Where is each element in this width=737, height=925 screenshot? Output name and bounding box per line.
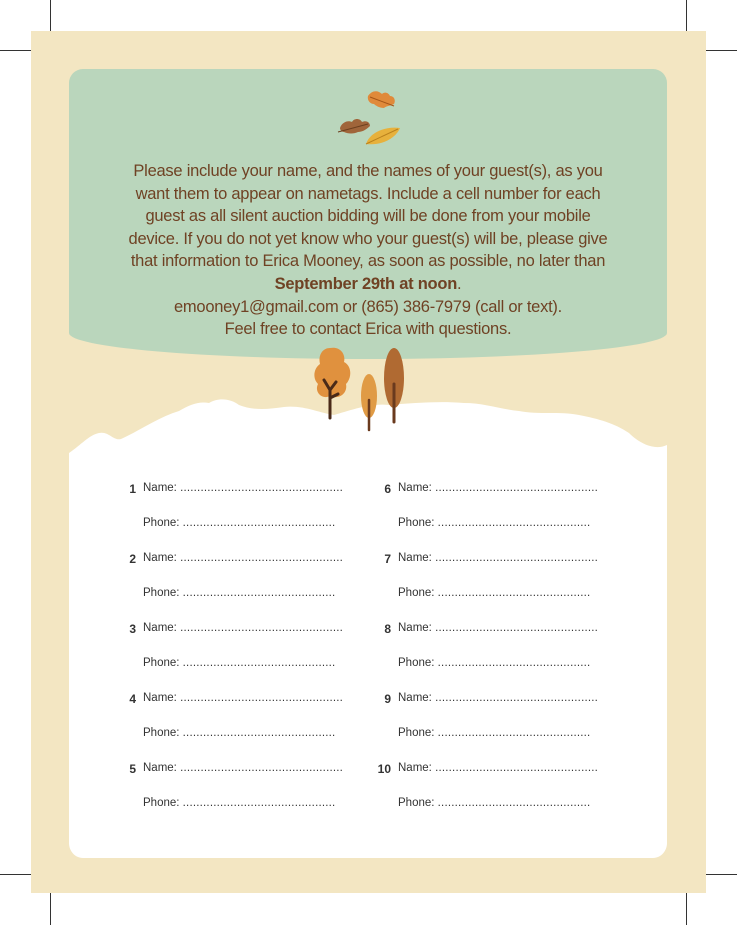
orange-oak-leaf-icon: [368, 91, 395, 108]
name-label: Name:: [143, 482, 177, 494]
name-dots: ................................................: [435, 762, 599, 774]
phone-dots: .............................................: [182, 657, 336, 669]
entry-number: 10: [377, 762, 391, 776]
name-field[interactable]: [398, 692, 598, 704]
name-dots: ................................................: [435, 692, 599, 704]
name-label: Name:: [398, 482, 432, 494]
name-field[interactable]: [398, 482, 598, 494]
phone-dots: .............................................: [182, 797, 336, 809]
phone-dots: .............................................: [437, 797, 591, 809]
phone-field[interactable]: [398, 517, 590, 529]
phone-dots: .............................................: [437, 517, 591, 529]
entry-number: 1: [129, 482, 136, 496]
phone-field[interactable]: [398, 657, 590, 669]
phone-label: Phone:: [398, 587, 435, 599]
crop-mark: [50, 893, 51, 925]
crop-mark: [686, 893, 687, 925]
name-dots: ................................................: [435, 622, 599, 634]
name-label: Name:: [398, 622, 432, 634]
name-dots: ................................................: [180, 482, 344, 494]
crop-mark: [0, 50, 31, 51]
crop-mark: [0, 874, 31, 875]
crop-mark: [706, 50, 737, 51]
phone-dots: .............................................: [182, 587, 336, 599]
phone-field[interactable]: [398, 727, 590, 739]
name-label: Name:: [143, 552, 177, 564]
phone-dots: .............................................: [437, 587, 591, 599]
closing-line: Feel free to contact Erica with questions.: [224, 320, 512, 339]
phone-field[interactable]: [143, 517, 335, 529]
crop-mark: [686, 0, 687, 31]
name-field[interactable]: [398, 622, 598, 634]
instruction-line: guest as all silent auction bidding will be done from your mobile: [145, 207, 591, 226]
name-field[interactable]: [398, 552, 598, 564]
entry-number: 7: [384, 552, 391, 566]
phone-dots: .............................................: [182, 727, 336, 739]
instruction-line: want them to appear on nametags. Include a cell number for each: [135, 184, 601, 203]
phone-label: Phone:: [143, 517, 180, 529]
name-dots: ................................................: [180, 762, 344, 774]
phone-label: Phone:: [398, 727, 435, 739]
name-label: Name:: [143, 622, 177, 634]
instruction-line: Please include your name, and the names of your guest(s), as you: [133, 162, 603, 180]
phone-dots: .............................................: [182, 517, 336, 529]
entry-number: 5: [129, 762, 136, 776]
contact-line: emooney1@gmail.com or (865) 386-7979 (call or text).: [173, 297, 562, 316]
phone-field[interactable]: [143, 657, 335, 669]
entry-number: 4: [129, 692, 136, 706]
phone-label: Phone:: [143, 797, 180, 809]
trees-illustration: [312, 344, 412, 434]
phone-label: Phone:: [398, 657, 435, 669]
small-tree-icon: [361, 374, 377, 430]
entry-number: 6: [384, 482, 391, 496]
name-label: Name:: [143, 692, 177, 704]
name-field[interactable]: [143, 692, 343, 704]
yellow-leaf-icon: [366, 128, 400, 145]
tall-tree-icon: [384, 348, 404, 422]
name-dots: ................................................: [435, 552, 599, 564]
phone-field[interactable]: [143, 587, 335, 599]
entry-number: 9: [384, 692, 391, 706]
entry-number: 2: [129, 552, 136, 566]
name-field[interactable]: [143, 762, 343, 774]
phone-label: Phone:: [398, 517, 435, 529]
crop-mark: [706, 874, 737, 875]
name-dots: ................................................: [435, 482, 599, 494]
crop-mark: [50, 0, 51, 31]
name-label: Name:: [398, 552, 432, 564]
entry-number: 3: [129, 622, 136, 636]
name-dots: ................................................: [180, 692, 344, 704]
phone-label: Phone:: [143, 657, 180, 669]
phone-label: Phone:: [398, 797, 435, 809]
name-dots: ................................................: [180, 622, 344, 634]
phone-field[interactable]: [398, 797, 590, 809]
phone-dots: .............................................: [437, 657, 591, 669]
name-field[interactable]: [143, 482, 343, 494]
instruction-line: device. If you do not yet know who your guest(s) will be, please give: [128, 229, 608, 248]
name-field[interactable]: [143, 622, 343, 634]
entry-number: 8: [384, 622, 391, 636]
phone-field[interactable]: [398, 587, 590, 599]
name-label: Name:: [398, 692, 432, 704]
phone-label: Phone:: [143, 587, 180, 599]
deadline-text: September 29th at noon: [274, 274, 458, 293]
deadline-line: [90, 273, 646, 296]
name-label: Name:: [398, 762, 432, 774]
round-tree-icon: [314, 348, 350, 418]
guest-form: [69, 470, 667, 830]
name-field[interactable]: [143, 552, 343, 564]
brown-oak-leaf-icon: [338, 119, 370, 134]
phone-dots: .............................................: [437, 727, 591, 739]
phone-field[interactable]: [143, 727, 335, 739]
name-label: Name:: [143, 762, 177, 774]
instruction-line: that information to Erica Mooney, as soon as possible, no later than: [130, 252, 606, 271]
name-field[interactable]: [398, 762, 598, 774]
name-dots: ................................................: [180, 552, 344, 564]
falling-leaves-icon: [334, 86, 406, 150]
phone-label: Phone:: [143, 727, 180, 739]
instructions-text: [90, 160, 646, 341]
deadline-punctuation: .: [457, 274, 462, 293]
phone-field[interactable]: [143, 797, 335, 809]
